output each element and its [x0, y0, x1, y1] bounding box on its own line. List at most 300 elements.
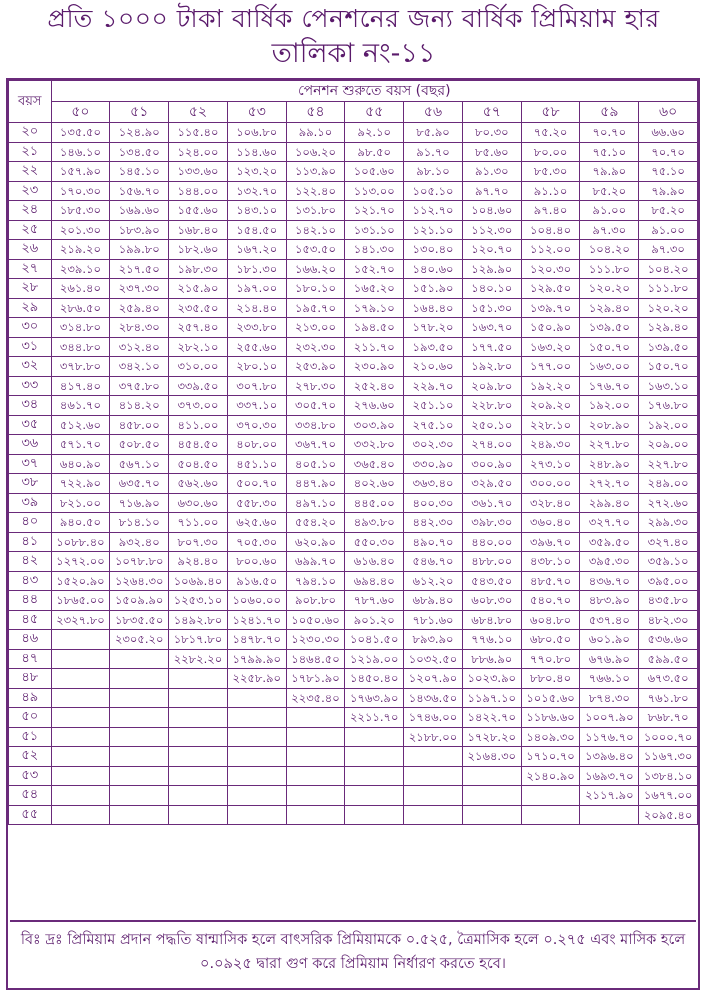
- premium-cell: ১৯২.২০: [521, 376, 580, 396]
- row-age-cell: ৫২: [9, 747, 52, 767]
- premium-cell: ১৪৬৪.৫০: [286, 649, 345, 669]
- premium-cell: ৮০.৩০: [462, 123, 521, 143]
- premium-cell: ১৪৩৬.৫০: [404, 688, 463, 708]
- premium-cell: ৩১০.০০: [169, 357, 228, 377]
- premium-cell: ৬১৬.৪০: [345, 552, 404, 572]
- premium-cell: ১৩৯.৫০: [580, 318, 639, 338]
- premium-cell: [404, 766, 463, 786]
- row-age-cell: ৫৫: [9, 805, 52, 825]
- pension-age-column-header: ৫২: [169, 102, 228, 123]
- premium-cell: ১৯২.০০: [580, 396, 639, 416]
- premium-cell: ১২৪.৯০: [110, 123, 169, 143]
- pension-age-column-header: ৫০: [51, 102, 110, 123]
- table-row: [9, 337, 698, 357]
- premium-cell: ১৩৫.৫০: [51, 123, 110, 143]
- premium-cell: ২০৯৫.৪০: [639, 805, 698, 825]
- premium-cell: ১৫৬.৭০: [110, 181, 169, 201]
- premium-cell: ১১৭৬.৭০: [580, 727, 639, 747]
- premium-cell: ৯০১.২০: [345, 610, 404, 630]
- premium-cell: ১৮৩.৯০: [110, 220, 169, 240]
- table-row: [9, 415, 698, 435]
- row-age-cell: ২৮: [9, 279, 52, 299]
- premium-cell: [51, 786, 110, 806]
- row-age-cell: ৪৭: [9, 649, 52, 669]
- table-row: [9, 747, 698, 767]
- premium-cell: ১০৪.৬০: [462, 201, 521, 221]
- premium-cell: ৭১৬.৯০: [110, 493, 169, 513]
- premium-cell: ১৫১.৯০: [404, 279, 463, 299]
- premium-cell: ৪১৪.২০: [110, 396, 169, 416]
- premium-cell: ২৪৮.৯০: [580, 454, 639, 474]
- premium-cell: ৩৬৩.৪০: [404, 474, 463, 494]
- premium-cell: ২২১১.৭০: [345, 708, 404, 728]
- premium-cell: ১২০.৩০: [521, 259, 580, 279]
- table-row: [9, 376, 698, 396]
- row-age-cell: ৩৫: [9, 415, 52, 435]
- premium-cell: [51, 649, 110, 669]
- table-row: [9, 552, 698, 572]
- premium-cell: [404, 786, 463, 806]
- premium-cell: ৪০০.৩০: [404, 493, 463, 513]
- premium-cell: ৫৬২.৬০: [169, 474, 228, 494]
- premium-cell: ৭৭৬.১০: [462, 630, 521, 650]
- premium-cell: ১৩৮৪.১০: [639, 766, 698, 786]
- premium-cell: ১২২.৪০: [286, 181, 345, 201]
- premium-cell: [227, 805, 286, 825]
- premium-cell: ৮০৭.৩০: [169, 532, 228, 552]
- premium-cell: ১১৪.৬০: [227, 142, 286, 162]
- table-row: [9, 181, 698, 201]
- premium-cell: [227, 766, 286, 786]
- premium-cell: ১৮১৭.৮০: [169, 630, 228, 650]
- premium-cell: [110, 649, 169, 669]
- premium-cell: ৩৭৮.৮০: [51, 357, 110, 377]
- premium-cell: ১৫২০.৯০: [51, 571, 110, 591]
- premium-cell: ৪৪০.০০: [462, 532, 521, 552]
- premium-cell: ৪৫৮.০০: [110, 415, 169, 435]
- premium-cell: ৭০.৭০: [639, 142, 698, 162]
- premium-cell: ৩২৯.৫০: [462, 474, 521, 494]
- pension-age-column-header: ৫৫: [345, 102, 404, 123]
- premium-cell: [169, 688, 228, 708]
- row-age-cell: ২২: [9, 162, 52, 182]
- pension-age-column-header: ৫৮: [521, 102, 580, 123]
- table-row: [9, 240, 698, 260]
- premium-cell: ৪১১.০০: [169, 415, 228, 435]
- premium-cell: ৩২৭.৪০: [639, 532, 698, 552]
- premium-cell: ৩৩০.৯০: [404, 454, 463, 474]
- premium-cell: ১৮০.১০: [286, 279, 345, 299]
- premium-cell: ২২৭.৮০: [639, 454, 698, 474]
- premium-cell: ১১২.৩০: [462, 220, 521, 240]
- table-row: [9, 142, 698, 162]
- premium-cell: ২৫০.১০: [462, 415, 521, 435]
- premium-cell: [110, 708, 169, 728]
- premium-cell: ৭২২.৯০: [51, 474, 110, 494]
- premium-cell: ৪১৭.৪০: [51, 376, 110, 396]
- premium-cell: [110, 747, 169, 767]
- premium-cell: ৯৭.৭০: [462, 181, 521, 201]
- premium-cell: ১০৫.১০: [404, 181, 463, 201]
- page-title: প্রতি ১০০০ টাকা বার্ষিক পেনশনের জন্য বার্ষিক প্রিমিয়াম হার: [47, 4, 660, 33]
- premium-cell: ২৮৪.৩০: [110, 318, 169, 338]
- premium-cell: ২১০.৬০: [404, 357, 463, 377]
- premium-cell: ১৩৪.৫০: [110, 142, 169, 162]
- premium-cell: ১০৫০.৬০: [286, 610, 345, 630]
- header-row-1: [9, 81, 698, 102]
- premium-cell: ১৯৩.৫০: [404, 337, 463, 357]
- premium-cell: ৬৮৪.৮০: [462, 610, 521, 630]
- premium-cell: ১৫৭.৯০: [51, 162, 110, 182]
- premium-cell: ৫৪৬.৭০: [404, 552, 463, 572]
- premium-cell: ৪৩৮.১০: [521, 552, 580, 572]
- premium-cell: [169, 727, 228, 747]
- premium-cell: ৬৩৫.৭০: [110, 474, 169, 494]
- premium-cell: ১৩০.৪০: [404, 240, 463, 260]
- premium-cell: ১২১.১০: [404, 220, 463, 240]
- premium-cell: ১৭৮.২০: [404, 318, 463, 338]
- premium-cell: [169, 669, 228, 689]
- premium-cell: ২১৯.২০: [51, 240, 110, 260]
- premium-cell: ৩০০.৯০: [462, 454, 521, 474]
- premium-cell: [110, 805, 169, 825]
- premium-cell: ১৯২.০০: [639, 415, 698, 435]
- premium-cell: ৩১২.৪০: [110, 337, 169, 357]
- premium-cell: ৪০৮.০০: [227, 435, 286, 455]
- premium-cell: ৬৪০.৯০: [51, 454, 110, 474]
- premium-cell: [169, 747, 228, 767]
- premium-cell: ২৭৬.৬০: [345, 396, 404, 416]
- premium-cell: ৬২৫.৬০: [227, 513, 286, 533]
- pension-age-column-header: ৫৩: [227, 102, 286, 123]
- premium-cell: ৬১২.২০: [404, 571, 463, 591]
- row-age-cell: ৪০: [9, 513, 52, 533]
- premium-cell: ৭৯৪.১০: [286, 571, 345, 591]
- premium-cell: ৭৭০.৮০: [521, 649, 580, 669]
- premium-cell: [110, 669, 169, 689]
- premium-cell: ৯৮.৫০: [345, 142, 404, 162]
- premium-cell: [345, 786, 404, 806]
- row-age-cell: ৫১: [9, 727, 52, 747]
- premium-cell: ১৭৪৬.০০: [404, 708, 463, 728]
- premium-cell: [227, 708, 286, 728]
- premium-cell: ১৭৬.৭০: [580, 376, 639, 396]
- premium-cell: ১৬৬.২০: [286, 259, 345, 279]
- premium-cell: ১১৯৭.১০: [462, 688, 521, 708]
- table-row: [9, 630, 698, 650]
- premium-cell: ১১৮৬.৬০: [521, 708, 580, 728]
- header-row-2: [9, 102, 698, 123]
- premium-cell: ৩০০.০০: [521, 474, 580, 494]
- premium-cell: ২৩২.৩০: [286, 337, 345, 357]
- premium-cell: ৯১.০০: [580, 201, 639, 221]
- premium-cell: ১১৬৭.৩০: [639, 747, 698, 767]
- premium-cell: [286, 805, 345, 825]
- premium-cell: ৫৫০.৩০: [345, 532, 404, 552]
- premium-cell: [227, 747, 286, 767]
- premium-cell: [345, 747, 404, 767]
- table-row: [9, 708, 698, 728]
- premium-cell: ১২৪.০০: [169, 142, 228, 162]
- premium-cell: ১৭১০.৭০: [521, 747, 580, 767]
- premium-cell: [580, 805, 639, 825]
- premium-cell: ১৬৪.৪০: [404, 298, 463, 318]
- premium-cell: ৪৬১.৭০: [51, 396, 110, 416]
- premium-cell: ২১৪.৪০: [227, 298, 286, 318]
- table-row: [9, 298, 698, 318]
- premium-cell: ১৩৯৬.৪০: [580, 747, 639, 767]
- premium-cell: ৯১.৩০: [462, 162, 521, 182]
- premium-cell: ১৬৩.০০: [580, 357, 639, 377]
- premium-cell: ২৩৫.৫০: [169, 298, 228, 318]
- premium-cell: ৯৮.১০: [404, 162, 463, 182]
- premium-cell: ১৪০.৬০: [404, 259, 463, 279]
- premium-cell: ৬৩০.৬০: [169, 493, 228, 513]
- premium-cell: [286, 786, 345, 806]
- premium-cell: ২১৩.০০: [286, 318, 345, 338]
- row-age-cell: ৩৬: [9, 435, 52, 455]
- premium-cell: ১৫৪.৫০: [227, 220, 286, 240]
- pension-age-column-header: ৫৭: [462, 102, 521, 123]
- premium-cell: ২০৯.০০: [639, 435, 698, 455]
- premium-cell: ১০৪.৪০: [521, 220, 580, 240]
- premium-cell: ২৫২.৪০: [345, 376, 404, 396]
- premium-cell: ২৩০.৯০: [345, 357, 404, 377]
- row-age-cell: ৫৪: [9, 786, 52, 806]
- premium-cell: [286, 708, 345, 728]
- premium-cell: ১৫০৯.৯০: [110, 591, 169, 611]
- premium-cell: ১৩৯.৭০: [521, 298, 580, 318]
- premium-cell: ৩৫৯.১০: [639, 552, 698, 572]
- premium-cell: [51, 669, 110, 689]
- premium-cell: ১২৯.৫০: [521, 279, 580, 299]
- premium-cell: ২১১৭.৯০: [580, 786, 639, 806]
- premium-cell: ১৫২.৭০: [345, 259, 404, 279]
- premium-cell: ৩৭৩.০০: [169, 396, 228, 416]
- premium-cell: ৯১.১০: [521, 181, 580, 201]
- premium-cell: ১২৪১.৭০: [227, 610, 286, 630]
- premium-cell: ২৫৩.৯০: [286, 357, 345, 377]
- premium-cell: ৪৪৭.৯০: [286, 474, 345, 494]
- premium-cell: ১৭৯.১০: [345, 298, 404, 318]
- premium-cell: ১৮৬৫.০০: [51, 591, 110, 611]
- premium-cell: ২৩০৫.২০: [110, 630, 169, 650]
- premium-cell: ১৫০.৯০: [521, 318, 580, 338]
- premium-cell: ২৩৯.১০: [51, 259, 110, 279]
- table-row: [9, 493, 698, 513]
- premium-cell: [110, 766, 169, 786]
- premium-cell: ২৩২৭.৮০: [51, 610, 110, 630]
- premium-cell: ১১১.৮০: [639, 279, 698, 299]
- table-row: [9, 571, 698, 591]
- premium-cell: ৩৬১.৭০: [462, 493, 521, 513]
- premium-cell: ১৭৭.৫০: [462, 337, 521, 357]
- premium-cell: ১০৬.৮০: [227, 123, 286, 143]
- premium-cell: ৬৯৪.৪০: [345, 571, 404, 591]
- premium-cell: ২৪৯.০০: [639, 474, 698, 494]
- table-row: [9, 454, 698, 474]
- row-age-cell: ৫০: [9, 708, 52, 728]
- premium-cell: [110, 727, 169, 747]
- premium-cell: ১৮২.৬০: [169, 240, 228, 260]
- premium-cell: ৪৮৮.০০: [462, 552, 521, 572]
- premium-cell: ৪০২.৬০: [345, 474, 404, 494]
- premium-cell: ১৫৩.৫০: [286, 240, 345, 260]
- premium-cell: ৫৬৭.১০: [110, 454, 169, 474]
- premium-cell: ২১৪০.৯০: [521, 766, 580, 786]
- premium-cell: ২২৮২.২০: [169, 649, 228, 669]
- table-row: [9, 435, 698, 455]
- premium-cell: ২৭২.৭০: [580, 474, 639, 494]
- premium-cell: ৮৭৪.৩০: [580, 688, 639, 708]
- premium-cell: ১৩২.৭০: [227, 181, 286, 201]
- table-row: [9, 669, 698, 689]
- premium-cell: ৪৯০.৭০: [404, 532, 463, 552]
- row-age-cell: ৪৪: [9, 591, 52, 611]
- table-row: [9, 532, 698, 552]
- premium-cell: ৯৯.১০: [286, 123, 345, 143]
- premium-cell: ৩৯৮.৩০: [462, 513, 521, 533]
- premium-cell: ১২১.৭০: [345, 201, 404, 221]
- premium-cell: ৩২৮.৪০: [521, 493, 580, 513]
- premium-cell: ১১২.০০: [521, 240, 580, 260]
- premium-cell: ১৬৭৭.০০: [639, 786, 698, 806]
- table-row: [9, 201, 698, 221]
- premium-cell: ১৯৯.৮০: [110, 240, 169, 260]
- table-row: [9, 649, 698, 669]
- premium-cell: ১৬৩.৭০: [462, 318, 521, 338]
- premium-cell: ৯৭.৪০: [521, 201, 580, 221]
- premium-cell: ৮৯৩.৯০: [404, 630, 463, 650]
- premium-cell: ২৭৮.৩০: [286, 376, 345, 396]
- premium-cell: [51, 727, 110, 747]
- premium-cell: [169, 708, 228, 728]
- premium-cell: ১৪২.১০: [286, 220, 345, 240]
- premium-cell: ১৯২.৮০: [462, 357, 521, 377]
- premium-cell: ১৭৬.৮০: [639, 396, 698, 416]
- premium-cell: ১৩১.৮০: [286, 201, 345, 221]
- premium-cell: ১৭৮১.৯০: [286, 669, 345, 689]
- premium-cell: [51, 688, 110, 708]
- premium-cell: ১৭০.৩০: [51, 181, 110, 201]
- pension-age-column-header: ৫৯: [580, 102, 639, 123]
- premium-cell: ১৮৫.৩০: [51, 201, 110, 221]
- premium-cell: ৩৭৫.৮০: [110, 376, 169, 396]
- premium-cell: [110, 688, 169, 708]
- premium-cell: ১২০.২০: [580, 279, 639, 299]
- pension-age-column-header: ৫৪: [286, 102, 345, 123]
- premium-cell: ২৯৯.৪০: [580, 493, 639, 513]
- premium-cell: ২৫৫.৬০: [227, 337, 286, 357]
- table-row: [9, 727, 698, 747]
- table-row: [9, 357, 698, 377]
- row-age-cell: ৩৩: [9, 376, 52, 396]
- premium-cell: ৪৩৬.৭০: [580, 571, 639, 591]
- premium-cell: ২৫১.১০: [404, 396, 463, 416]
- premium-cell: ৭৮১.৬০: [404, 610, 463, 630]
- table-row: [9, 123, 698, 143]
- table-row: [9, 220, 698, 240]
- premium-cell: ৮২১.০০: [51, 493, 110, 513]
- premium-cell: ৭১১.০০: [169, 513, 228, 533]
- row-age-cell: ৩০: [9, 318, 52, 338]
- premium-cell: ২৯৯.৩০: [639, 513, 698, 533]
- premium-cell: ২২৯.৭০: [404, 376, 463, 396]
- premium-cell: [227, 786, 286, 806]
- premium-cell: ৫৫৪.২০: [286, 513, 345, 533]
- premium-cell: ৬৭৬.৯০: [580, 649, 639, 669]
- premium-cell: ৪৫৪.৫০: [169, 435, 228, 455]
- row-age-cell: ২৭: [9, 259, 52, 279]
- premium-cell: [227, 727, 286, 747]
- premium-cell: ৭৫.২০: [521, 123, 580, 143]
- premium-cell: ২২৮.৮০: [462, 396, 521, 416]
- row-age-cell: ২৯: [9, 298, 52, 318]
- row-age-cell: ৪৮: [9, 669, 52, 689]
- premium-cell: ২৫৭.৪০: [169, 318, 228, 338]
- premium-cell: ২২৩৫.৪০: [286, 688, 345, 708]
- premium-cell: ২৭২.৬০: [639, 493, 698, 513]
- premium-cell: ১৯৫.৭০: [286, 298, 345, 318]
- premium-cell: [404, 747, 463, 767]
- row-age-cell: ৪৬: [9, 630, 52, 650]
- premium-cell: ৪৪৫.০০: [345, 493, 404, 513]
- premium-cell: ৫৯৯.৫০: [639, 649, 698, 669]
- premium-cell: ১১৩.০০: [345, 181, 404, 201]
- premium-cell: ১৭২৮.২০: [462, 727, 521, 747]
- premium-cell: ১০০৭.৯০: [580, 708, 639, 728]
- row-age-cell: ৪২: [9, 552, 52, 572]
- premium-rate-table-frame: [6, 78, 700, 990]
- premium-cell: [51, 630, 110, 650]
- premium-cell: ১১১.৮০: [580, 259, 639, 279]
- premium-cell: ২০১.৩০: [51, 220, 110, 240]
- premium-cell: ১২৩.২০: [227, 162, 286, 182]
- premium-cell: ১১৩.৯০: [286, 162, 345, 182]
- premium-cell: ৫৭১.৭০: [51, 435, 110, 455]
- premium-cell: ৭৬৬.১০: [580, 669, 639, 689]
- premium-cell: ১৭৭.০০: [521, 357, 580, 377]
- table-row: [9, 474, 698, 494]
- premium-cell: ২৮৬.৫০: [51, 298, 110, 318]
- premium-cell: ৬৮০.৫০: [521, 630, 580, 650]
- premium-cell: ১০৪১.৫০: [345, 630, 404, 650]
- premium-cell: ৯৭.৩০: [580, 220, 639, 240]
- premium-cell: ১৪০৯.৩০: [521, 727, 580, 747]
- premium-cell: ১৪০.১০: [462, 279, 521, 299]
- table-number: তালিকা নং-১১: [271, 38, 436, 69]
- premium-cell: ৩৪৪.৮০: [51, 337, 110, 357]
- table-body: [9, 81, 698, 825]
- premium-cell: ৯০৮.৮০: [286, 591, 345, 611]
- table-row: [9, 591, 698, 611]
- premium-cell: ৩০৭.৮০: [227, 376, 286, 396]
- premium-cell: ১১৫.৪০: [169, 123, 228, 143]
- premium-cell: ১০৩২.৫০: [404, 649, 463, 669]
- premium-cell: ২৮২.১০: [169, 337, 228, 357]
- premium-cell: ১০৪.২০: [580, 240, 639, 260]
- premium-cell: ৩১৪.৮০: [51, 318, 110, 338]
- premium-cell: ২০৯.৮০: [462, 376, 521, 396]
- premium-cell: ৬৮৯.৪০: [404, 591, 463, 611]
- footnote: বিঃ দ্রঃ প্রিমিয়াম প্রদান পদ্ধতি ষান্মাসিক হলে বাৎসরিক প্রিমিয়ামকে ০.৫২৫, ত্রৈমাসিক হলে ০.২৭৫ এবং মাসিক হলে ০.০৯২৫ দ্বারা গুণ করে প্রিমিয়াম নির্ধারণ করতে হবে।: [10, 920, 696, 986]
- age-column-header: বয়স: [9, 81, 52, 123]
- table-row: [9, 610, 698, 630]
- premium-cell: ১৬৮.৪০: [169, 220, 228, 240]
- row-age-cell: ৪৩: [9, 571, 52, 591]
- premium-cell: ১৬৯৩.৭০: [580, 766, 639, 786]
- premium-cell: ১২৬৪.৩০: [110, 571, 169, 591]
